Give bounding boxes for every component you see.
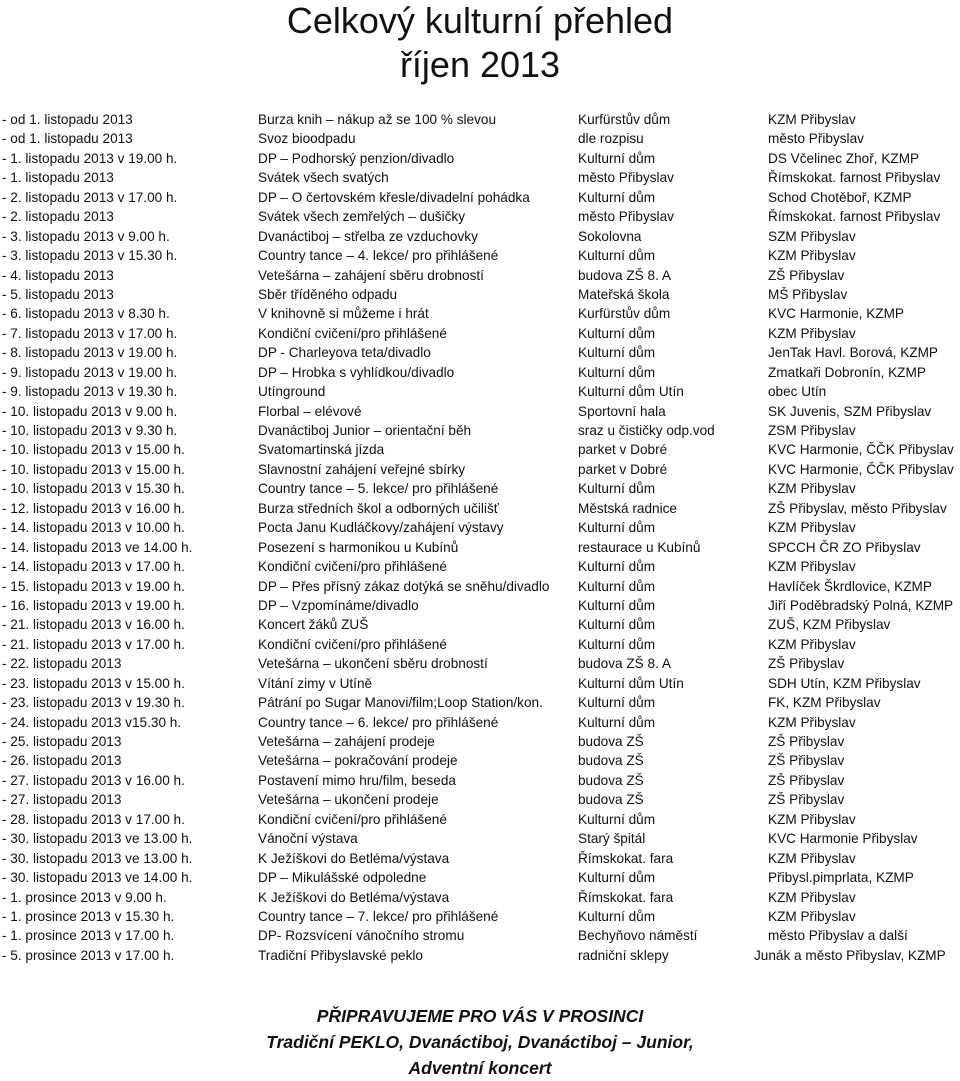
event-organizer: ZŠ Přibyslav	[768, 734, 845, 749]
event-organizer: Junák a město Přibyslav, KZMP	[754, 947, 946, 963]
event-name: Florbal – elévové	[258, 403, 362, 419]
event-organizer: KZM Přibyslav	[768, 325, 856, 341]
event-organizer: KZM Přibyslav	[768, 889, 856, 905]
event-venue: Kurfürstův dům	[578, 112, 671, 127]
event-name: Vítání zimy v Utíně	[258, 675, 373, 691]
event-date: - 3. listopadu 2013 v 9.00 h.	[2, 228, 170, 244]
event-organizer: ZŠ Přibyslav	[768, 656, 845, 672]
event-date: - 28. listopadu 2013 v 17.00 h.	[2, 811, 185, 827]
event-name: Slavnostní zahájení veřejné sbírky	[258, 461, 466, 477]
event-venue: parket v Dobré	[578, 461, 668, 477]
event-organizer: KVC Harmonie, ČČK Přibyslav	[768, 461, 954, 477]
event-date: - 7. listopadu 2013 v 17.00 h.	[2, 325, 178, 341]
event-row	[0, 363, 960, 382]
event-date: - 5. prosince 2013 v 17.00 h.	[2, 947, 175, 963]
event-organizer: město Přibyslav a další	[768, 928, 908, 944]
event-name: DP – O čertovském křesle/divadelní pohádka	[258, 189, 530, 205]
event-name: Svatomartinská jízda	[258, 442, 385, 458]
event-organizer: SZM Přibyslav	[768, 228, 856, 244]
event-venue: Kulturní dům	[578, 597, 656, 613]
event-row	[0, 868, 960, 887]
event-list	[0, 110, 960, 965]
event-name: Svátek všech svatých	[258, 170, 389, 186]
event-row	[0, 907, 960, 926]
event-venue: Bechyňovo náměstí	[578, 928, 698, 944]
event-name: Vetešárna – pokračování prodeje	[258, 753, 458, 769]
event-organizer: SDH Utín, KZM Přibyslav	[768, 675, 921, 691]
event-venue: město Přibyslav	[578, 209, 674, 225]
event-name: Svoz bioodpadu	[258, 131, 356, 147]
event-venue: Starý špitál	[578, 831, 646, 847]
event-date: - 9. listopadu 2013 v 19.00 h.	[2, 364, 178, 380]
event-row	[0, 207, 960, 226]
event-organizer: MŠ Přibyslav	[768, 286, 848, 302]
event-name: Dvanáctiboj Junior – orientační běh	[258, 423, 472, 438]
event-date: - 27. listopadu 2013 v 16.00 h.	[2, 772, 185, 788]
event-organizer: KZM Přibyslav	[768, 850, 856, 866]
event-organizer: ZŠ Přibyslav	[768, 267, 845, 283]
event-date: - 23. listopadu 2013 v 15.00 h.	[2, 675, 185, 691]
event-row	[0, 460, 960, 479]
event-venue: Kulturní dům	[578, 150, 656, 166]
event-row	[0, 615, 960, 634]
event-row	[0, 732, 960, 751]
event-date: - 10. listopadu 2013 v 9.00 h.	[2, 403, 178, 419]
event-organizer: Římskokat. farnost Přibyslav	[768, 209, 941, 225]
event-organizer: JenTak Havl. Borová, KZMP	[768, 345, 938, 361]
event-venue: město Přibyslav	[578, 170, 674, 186]
event-name: Vetešárna – zahájení sběru drobností	[258, 267, 484, 283]
event-name: Sběr tříděného odpadu	[258, 286, 398, 302]
event-date: - 5. listopadu 2013	[2, 286, 114, 302]
event-date: - 23. listopadu 2013 v 19.30 h.	[2, 695, 185, 711]
event-name: Burza středních škol a odborných učilišť	[258, 500, 499, 516]
event-venue: restaurace u Kubínů	[578, 539, 701, 555]
event-organizer: Schod Chotěboř, KZMP	[768, 189, 912, 205]
event-row	[0, 499, 960, 518]
footer-events-continued: Adventní koncert	[408, 1058, 552, 1078]
event-organizer: ZSM Přibyslav	[768, 423, 856, 438]
event-name: Svátek všech zemřelých – dušičky	[258, 209, 466, 225]
event-organizer: ZŠ Přibyslav	[768, 772, 845, 788]
event-venue: Městská radnice	[578, 500, 677, 516]
event-name: Country tance – 4. lekce/ pro přihlášené	[258, 248, 499, 264]
event-organizer: Jiří Poděbradský Polná, KZMP	[768, 597, 954, 613]
event-row	[0, 246, 960, 265]
footer-heading: PŘIPRAVUJEME PRO VÁS V PROSINCI	[316, 1006, 644, 1026]
event-row	[0, 596, 960, 615]
event-name: Kondiční cvičení/pro přihlášené	[258, 325, 447, 341]
event-organizer: ZŠ Přibyslav	[768, 792, 845, 808]
event-row	[0, 110, 960, 129]
event-organizer: město Přibyslav	[768, 131, 864, 147]
event-row	[0, 771, 960, 790]
event-venue: budova ZŠ 8. A	[578, 656, 671, 672]
event-venue: Kulturní dům	[578, 559, 656, 575]
event-organizer: ZŠ Přibyslav	[768, 753, 845, 769]
event-date: - 1. prosince 2013 v 15.30 h.	[2, 908, 175, 924]
event-name: DP- Rozsvícení vánočního stromu	[258, 928, 465, 944]
event-organizer: KZM Přibyslav	[768, 481, 856, 497]
event-date: - 25. listopadu 2013	[2, 734, 122, 749]
event-venue: Sokolovna	[578, 228, 642, 244]
event-name: K Ježíškovi do Betléma/výstava	[258, 850, 450, 866]
event-name: Tradiční Přibyslavské peklo	[258, 947, 423, 963]
event-venue: Mateřská škola	[578, 286, 670, 302]
footer-events: Tradiční PEKLO, Dvanáctiboj, Dvanáctiboj – Junior,	[266, 1032, 694, 1052]
event-date: - 1. prosince 2013 v 9.00 h.	[2, 889, 167, 905]
event-name: Koncert žáků ZUŠ	[258, 617, 369, 633]
event-organizer: ZUŠ, KZM Přibyslav	[768, 617, 891, 633]
event-venue: Kulturní dům	[578, 811, 656, 827]
event-venue: Kulturní dům	[578, 520, 656, 536]
page-subtitle-month: říjen 2013	[399, 44, 561, 85]
event-row	[0, 654, 960, 673]
event-organizer: KZM Přibyslav	[768, 908, 856, 924]
event-date: - 9. listopadu 2013 v 19.30 h.	[2, 384, 178, 400]
event-date: - 21. listopadu 2013 v 16.00 h.	[2, 617, 185, 633]
event-venue: Kulturní dům	[578, 364, 656, 380]
event-name: DP – Vzpomínáme/divadlo	[258, 597, 419, 613]
event-date: - 15. listopadu 2013 v 19.00 h.	[2, 578, 185, 594]
event-organizer: SK Juvenis, SZM Přibyslav	[768, 403, 932, 419]
page-title: Celkový kulturní přehled	[286, 0, 674, 41]
event-date: - 10. listopadu 2013 v 15.00 h.	[2, 461, 185, 477]
event-row	[0, 538, 960, 557]
event-name: Country tance – 6. lekce/ pro přihlášené	[258, 714, 499, 730]
event-name: Utínground	[258, 384, 326, 400]
event-venue: Kulturní dům	[578, 636, 656, 652]
event-name: Kondiční cvičení/pro přihlášené	[258, 636, 447, 652]
event-organizer: KZM Přibyslav	[768, 811, 856, 827]
event-name: DP – Přes přísný zákaz dotýká se sněhu/divadlo	[258, 578, 550, 594]
event-venue: dle rozpisu	[578, 131, 644, 147]
event-date: - 12. listopadu 2013 v 16.00 h.	[2, 500, 185, 516]
event-organizer: FK, KZM Přibyslav	[768, 695, 881, 711]
event-date: - 30. listopadu 2013 ve 14.00 h.	[2, 870, 193, 886]
event-date: - 10. listopadu 2013 v 15.30 h.	[2, 481, 185, 497]
event-venue: budova ZŠ	[578, 734, 644, 749]
event-date: - 21. listopadu 2013 v 17.00 h.	[2, 636, 185, 652]
event-name: Vetešárna – ukončení sběru drobností	[258, 656, 488, 672]
event-name: Kondiční cvičení/pro přihlášené	[258, 559, 447, 575]
event-organizer: KZM Přibyslav	[768, 248, 856, 264]
event-row	[0, 168, 960, 187]
event-name: Posezení s harmonikou u Kubínů	[258, 539, 459, 555]
event-row	[0, 946, 960, 965]
event-organizer: ZŠ Přibyslav, město Přibyslav	[768, 500, 947, 516]
event-organizer: Římskokat. farnost Přibyslav	[768, 170, 941, 186]
event-date: - 2. listopadu 2013	[2, 209, 114, 225]
event-venue: Kulturní dům	[578, 617, 656, 633]
event-organizer: DS Včelinec Zhoř, KZMP	[768, 150, 920, 166]
event-row	[0, 829, 960, 848]
event-venue: budova ZŠ	[578, 772, 644, 788]
event-row	[0, 790, 960, 809]
event-venue: Kulturní dům	[578, 714, 656, 730]
event-row	[0, 266, 960, 285]
event-venue: Kulturní dům	[578, 908, 656, 924]
event-date: - 1. listopadu 2013	[2, 170, 114, 186]
event-row	[0, 713, 960, 732]
event-date: - 24. listopadu 2013 v15.30 h.	[2, 714, 182, 730]
event-name: Country tance – 5. lekce/ pro přihlášené	[258, 481, 499, 497]
event-venue: Kulturní dům	[578, 578, 656, 594]
event-name: Dvanáctiboj – střelba ze vzduchovky	[258, 228, 478, 244]
event-organizer: KZM Přibyslav	[768, 559, 856, 575]
event-row	[0, 188, 960, 207]
event-row	[0, 324, 960, 343]
event-venue: Kulturní dům	[578, 695, 656, 711]
event-organizer: SPCCH ČR ZO Přibyslav	[768, 539, 921, 555]
event-date: - 10. listopadu 2013 v 9.30 h.	[2, 423, 178, 438]
event-venue: Kulturní dům	[578, 189, 656, 205]
event-venue: budova ZŠ	[578, 792, 644, 808]
event-name: DP – Hrobka s vyhlídkou/divadlo	[258, 364, 455, 380]
event-row	[0, 674, 960, 693]
event-venue: Kulturní dům Utín	[578, 675, 684, 691]
event-venue: parket v Dobré	[578, 442, 668, 458]
event-row	[0, 421, 960, 440]
event-date: - 14. listopadu 2013 v 17.00 h.	[2, 559, 185, 575]
event-date: - 30. listopadu 2013 ve 13.00 h.	[2, 850, 193, 866]
event-venue: budova ZŠ 8. A	[578, 267, 671, 283]
event-row	[0, 382, 960, 401]
event-date: - 16. listopadu 2013 v 19.00 h.	[2, 597, 185, 613]
event-row	[0, 849, 960, 868]
event-row	[0, 888, 960, 907]
event-name: Country tance – 7. lekce/ pro přihlášené	[258, 908, 499, 924]
event-row	[0, 751, 960, 770]
event-row	[0, 129, 960, 148]
event-row	[0, 926, 960, 945]
event-name: DP - Charleyova teta/divadlo	[258, 345, 431, 361]
event-row	[0, 479, 960, 498]
event-name: Vetešárna – ukončení prodeje	[258, 792, 439, 808]
event-row	[0, 343, 960, 362]
event-row	[0, 557, 960, 576]
event-date: - 1. listopadu 2013 v 19.00 h.	[2, 150, 178, 166]
event-name: V knihovně si můžeme i hrát	[258, 306, 429, 322]
event-date: - 22. listopadu 2013	[2, 656, 122, 672]
event-date: - 2. listopadu 2013 v 17.00 h.	[2, 189, 178, 205]
event-organizer: KZM Přibyslav	[768, 636, 856, 652]
event-row	[0, 577, 960, 596]
event-venue: Kulturní dům	[578, 345, 656, 361]
event-venue: Sportovní hala	[578, 403, 666, 419]
event-name: K Ježíškovi do Betléma/výstava	[258, 889, 450, 905]
event-row	[0, 635, 960, 654]
event-organizer: Přibysl.pimprlata, KZMP	[768, 870, 914, 886]
event-venue: Kulturní dům	[578, 870, 656, 886]
event-row	[0, 304, 960, 323]
event-organizer: Havlíček Škrdlovice, KZMP	[768, 578, 932, 594]
event-organizer: Zmatkaři Dobronín, KZMP	[768, 364, 926, 380]
event-organizer: KVC Harmonie Přibyslav	[768, 831, 918, 847]
event-organizer: KVC Harmonie, KZMP	[768, 306, 904, 322]
event-name: Kondiční cvičení/pro přihlášené	[258, 811, 447, 827]
event-name: Postavení mimo hru/film, beseda	[258, 772, 456, 788]
event-date: - 4. listopadu 2013	[2, 267, 114, 283]
event-name: DP – Mikulášské odpoledne	[258, 870, 427, 886]
event-date: - 8. listopadu 2013 v 19.00 h.	[2, 345, 178, 361]
event-venue: sraz u čističky odp.vod	[578, 423, 715, 438]
event-row	[0, 440, 960, 459]
event-date: - 6. listopadu 2013 v 8.30 h.	[2, 306, 170, 322]
event-venue: Kulturní dům Utín	[578, 384, 684, 400]
event-name: Pocta Janu Kudláčkovy/zahájení výstavy	[258, 520, 504, 536]
event-venue: budova ZŠ	[578, 753, 644, 769]
event-venue: Římskokat. fara	[578, 889, 674, 905]
event-row	[0, 227, 960, 246]
event-name: Vánoční výstava	[258, 831, 358, 847]
event-organizer: KZM Přibyslav	[768, 112, 856, 127]
event-organizer: KVC Harmonie, ČČK Přibyslav	[768, 442, 954, 458]
event-organizer: KZM Přibyslav	[768, 520, 856, 536]
event-venue: Kulturní dům	[578, 481, 656, 497]
event-date: - 14. listopadu 2013 v 10.00 h.	[2, 520, 185, 536]
event-venue: radniční sklepy	[578, 947, 669, 963]
event-date: - 26. listopadu 2013	[2, 753, 122, 769]
event-venue: Římskokat. fara	[578, 850, 674, 866]
event-date: - 30. listopadu 2013 ve 13.00 h.	[2, 831, 193, 847]
event-organizer: obec Utín	[768, 384, 827, 400]
event-row	[0, 149, 960, 168]
event-date: - 1. prosince 2013 v 17.00 h.	[2, 928, 175, 944]
event-row	[0, 402, 960, 421]
event-date: - 27. listopadu 2013	[2, 792, 122, 808]
event-row	[0, 693, 960, 712]
event-name: Pátrání po Sugar Manovi/film;Loop Station/kon.	[258, 695, 543, 711]
event-name: DP – Podhorský penzion/divadlo	[258, 150, 455, 166]
event-row	[0, 518, 960, 537]
event-name: Vetešárna – zahájení prodeje	[258, 734, 435, 749]
event-date: - od 1. listopadu 2013	[2, 131, 133, 147]
event-date: - od 1. listopadu 2013	[2, 112, 133, 127]
event-name: Burza knih – nákup až se 100 % slevou	[258, 112, 497, 127]
event-row	[0, 810, 960, 829]
event-date: - 10. listopadu 2013 v 15.00 h.	[2, 442, 185, 458]
event-venue: Kulturní dům	[578, 325, 656, 341]
event-date: - 3. listopadu 2013 v 15.30 h.	[2, 248, 178, 264]
event-venue: Kurfürstův dům	[578, 306, 671, 322]
event-venue: Kulturní dům	[578, 248, 656, 264]
event-date: - 14. listopadu 2013 ve 14.00 h.	[2, 539, 193, 555]
event-organizer: KZM Přibyslav	[768, 714, 856, 730]
event-row	[0, 285, 960, 304]
